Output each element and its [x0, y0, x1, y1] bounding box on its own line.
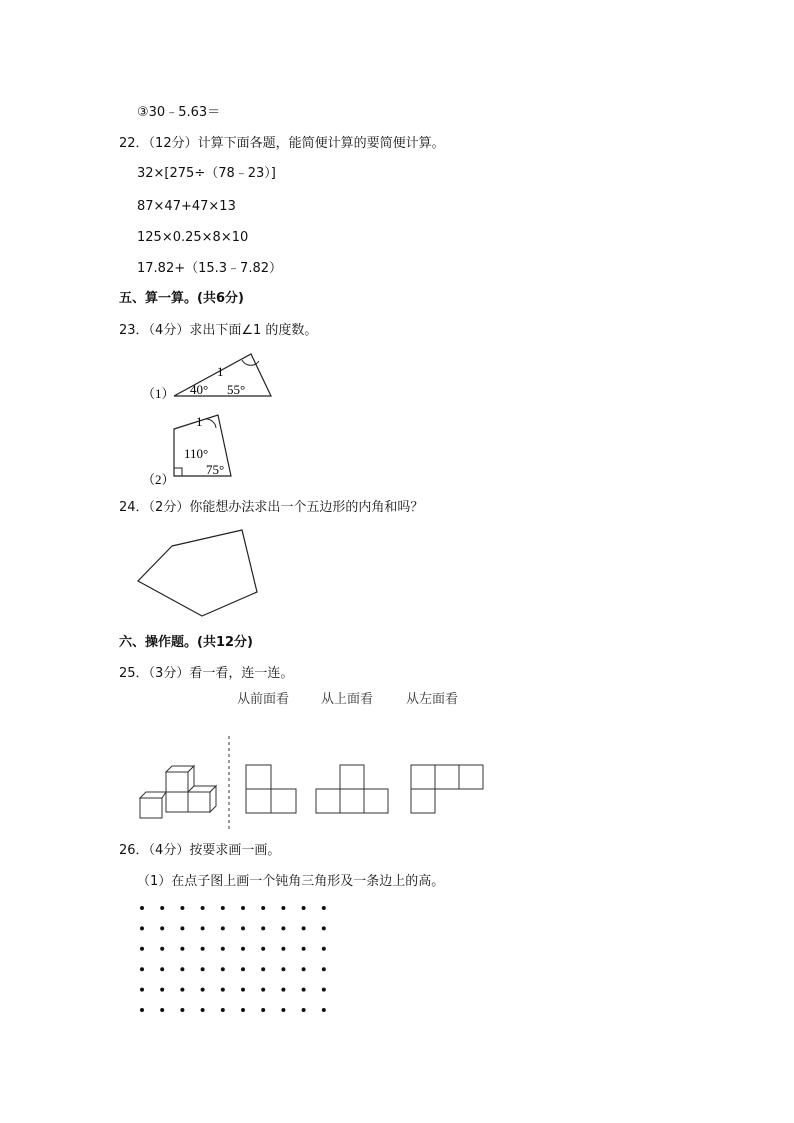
- grid-dot: [201, 906, 205, 910]
- quadrilateral-figure: [140, 410, 250, 490]
- grid-dot: [201, 1008, 205, 1012]
- view-top-label: 从上面看: [321, 692, 374, 707]
- quadrilateral-label: （2）: [142, 472, 175, 487]
- grid-dot: [160, 967, 164, 971]
- grid-dot: [180, 967, 184, 971]
- grid-dot: [140, 906, 144, 910]
- grid-dot: [261, 906, 265, 910]
- grid-dot: [302, 988, 306, 992]
- grid-dot: [322, 926, 326, 930]
- q21-expression-c: ③30﹣5.63＝: [137, 105, 221, 120]
- grid-dot: [261, 926, 265, 930]
- grid-dot: [281, 967, 285, 971]
- view-shape-a: [245, 764, 299, 816]
- grid-dot: [322, 947, 326, 951]
- grid-dot: [322, 967, 326, 971]
- quadrilateral-angle-1: 1: [196, 414, 203, 429]
- view-shape-c: [409, 764, 489, 816]
- grid-dot: [302, 906, 306, 910]
- cube-stack-figure: [136, 762, 220, 824]
- grid-dot: [261, 988, 265, 992]
- view-left-label: 从左面看: [406, 692, 459, 707]
- grid-dot: [302, 926, 306, 930]
- grid-dot: [302, 967, 306, 971]
- grid-dot: [241, 1008, 245, 1012]
- grid-dot: [281, 947, 285, 951]
- grid-dot: [221, 967, 225, 971]
- grid-dot: [281, 1008, 285, 1012]
- grid-dot: [261, 947, 265, 951]
- q26-part-1: （1）在点子图上画一个钝角三角形及一条边上的高。: [137, 874, 445, 889]
- grid-dot: [221, 988, 225, 992]
- grid-dot: [221, 906, 225, 910]
- grid-dot: [140, 988, 144, 992]
- triangle-angle-1: 1: [217, 364, 224, 379]
- grid-dot: [322, 906, 326, 910]
- quadrilateral-angle-b: 75°: [206, 462, 225, 477]
- quadrilateral-angle-a: 110°: [184, 446, 209, 461]
- grid-dot: [201, 988, 205, 992]
- grid-dot: [221, 926, 225, 930]
- grid-dot: [160, 1008, 164, 1012]
- view-front-label: 从前面看: [237, 692, 290, 707]
- dot-grid: [130, 898, 340, 1018]
- grid-dot: [140, 926, 144, 930]
- grid-dot: [160, 947, 164, 951]
- grid-dot: [221, 947, 225, 951]
- section-6-heading: 六、操作题。(共12分): [119, 635, 253, 650]
- grid-dot: [281, 906, 285, 910]
- grid-dot: [140, 967, 144, 971]
- grid-dot: [201, 926, 205, 930]
- grid-dot: [261, 1008, 265, 1012]
- grid-dot: [180, 988, 184, 992]
- grid-dot: [140, 1008, 144, 1012]
- view-shape-b: [314, 764, 392, 816]
- grid-dot: [140, 947, 144, 951]
- grid-dot: [221, 1008, 225, 1012]
- q22-expression-3: 125×0.25×8×10: [137, 230, 249, 245]
- q22-expression-2: 87×47+47×13: [137, 199, 236, 214]
- q22-expression-4: 17.82+（15.3﹣7.82）: [137, 261, 282, 276]
- pentagon-figure: [130, 524, 270, 624]
- grid-dot: [180, 947, 184, 951]
- grid-dot: [241, 906, 245, 910]
- q22-expression-1: 32×[275÷（78﹣23）]: [137, 166, 276, 181]
- grid-dot: [241, 926, 245, 930]
- question-25: 25．（3分）看一看，连一连。: [119, 666, 294, 681]
- grid-dot: [281, 988, 285, 992]
- question-24: 24．（2分）你能想办法求出一个五边形的内角和吗？: [119, 500, 424, 515]
- grid-dot: [302, 947, 306, 951]
- triangle-angle-a: 40°: [190, 382, 209, 397]
- grid-dot: [180, 926, 184, 930]
- grid-dot: [302, 1008, 306, 1012]
- grid-dot: [241, 967, 245, 971]
- grid-dot: [180, 906, 184, 910]
- grid-dot: [160, 906, 164, 910]
- grid-dot: [201, 947, 205, 951]
- triangle-label: （1）: [142, 386, 175, 401]
- grid-dot: [322, 1008, 326, 1012]
- grid-dot: [241, 988, 245, 992]
- section-5-heading: 五、算一算。(共6分): [119, 291, 244, 306]
- grid-dot: [261, 967, 265, 971]
- dashed-divider: [226, 736, 232, 832]
- grid-dot: [160, 926, 164, 930]
- grid-dot: [180, 1008, 184, 1012]
- question-26: 26．（4分）按要求画一画。: [119, 843, 281, 858]
- grid-dot: [322, 988, 326, 992]
- triangle-angle-b: 55°: [227, 382, 246, 397]
- triangle-figure: [140, 350, 280, 405]
- grid-dot: [201, 967, 205, 971]
- grid-dot: [160, 988, 164, 992]
- question-22: 22．（12分）计算下面各题，能简便计算的要简便计算。: [119, 136, 445, 151]
- grid-dot: [241, 947, 245, 951]
- grid-dot: [281, 926, 285, 930]
- question-23: 23．（4分）求出下面∠1 的度数。: [119, 323, 318, 338]
